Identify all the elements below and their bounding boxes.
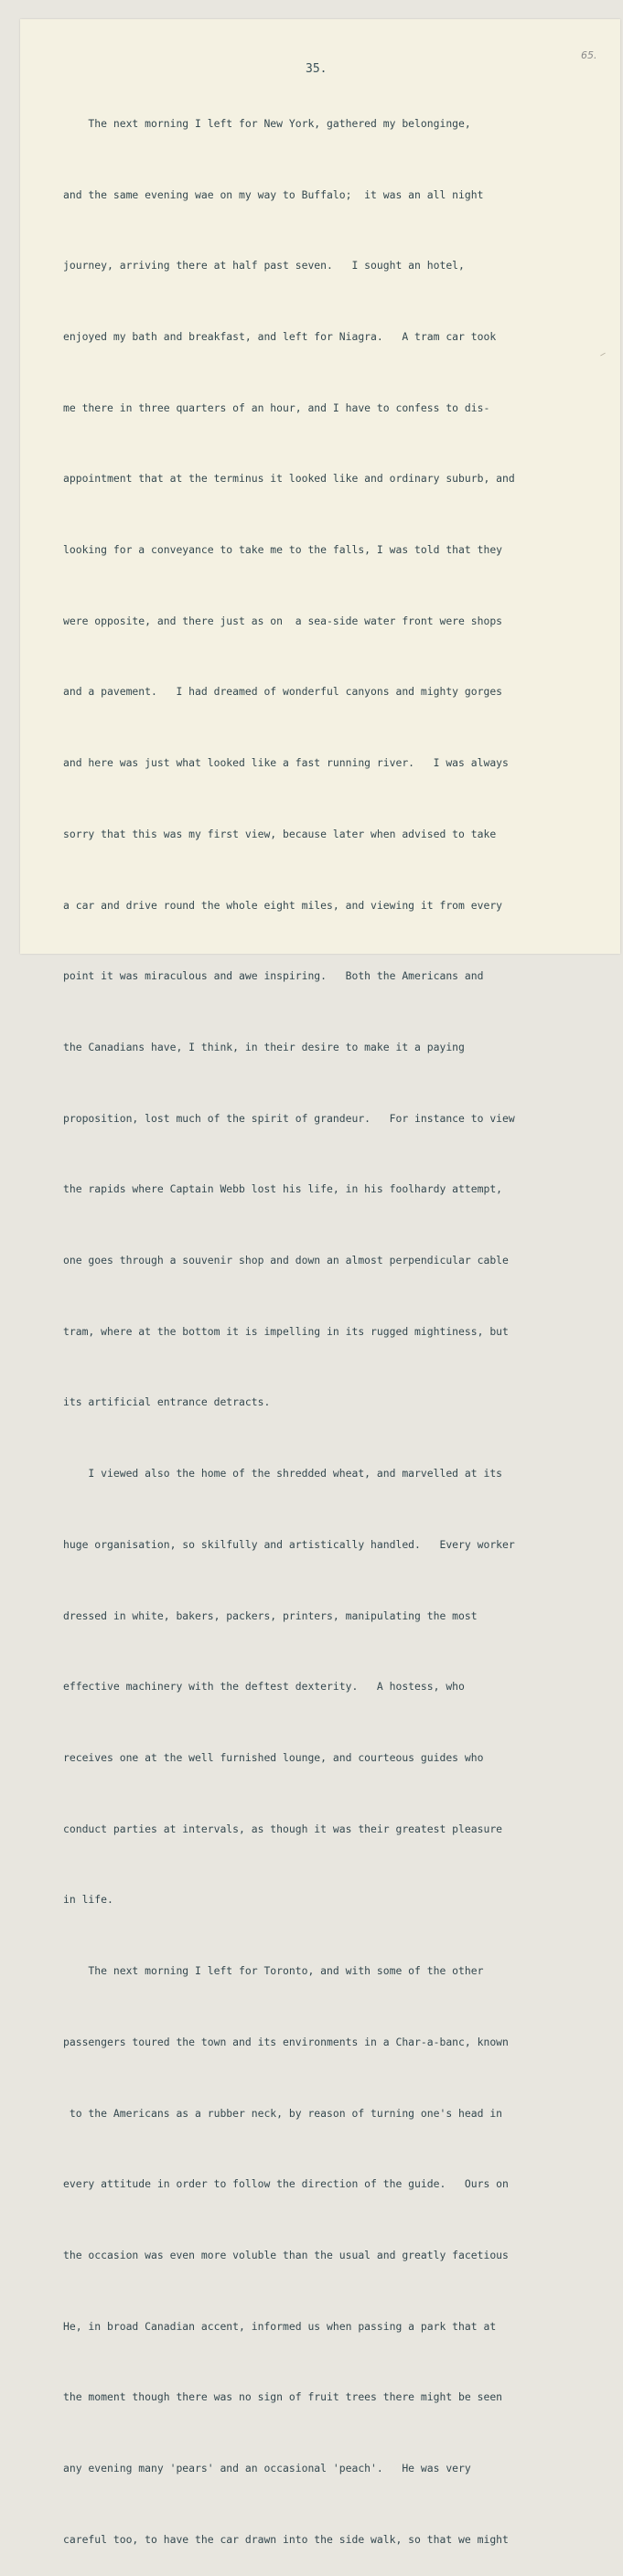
- text-line: The next morning I left for Toronto, and with some of the other: [63, 1964, 484, 1978]
- text-line: looking for a conveyance to take me to the falls, I was told that they: [63, 543, 503, 557]
- text-line: point it was miraculous and awe inspiring. Both the Americans and: [63, 969, 484, 983]
- text-line: enjoyed my bath and breakfast, and left for Niagra. A tram car took: [63, 329, 497, 343]
- text-line: I viewed also the home of the shredded wheat, and marvelled at its: [63, 1467, 503, 1480]
- text-line: in life.: [63, 1893, 113, 1907]
- text-line: sorry that this was my first view, because later when advised to take: [63, 827, 497, 840]
- text-line: one goes through a souvenir shop and down an almost perpendicular cable: [63, 1254, 509, 1267]
- text-line: the moment though there was no sign of fruit trees there might be seen: [63, 2390, 503, 2404]
- text-line: every attitude in order to follow the direction of the guide. Ours on: [63, 2177, 509, 2191]
- text-line: The next morning I left for New York, gathered my belonginge,: [63, 116, 471, 130]
- text-line: tram, where at the bottom it is impelling in its rugged mightiness, but: [63, 1324, 509, 1338]
- typed-body-text: [63, 65, 594, 2576]
- text-line: conduct parties at intervals, as though it was their greatest pleasure: [63, 1822, 503, 1835]
- text-line: were opposite, and there just as on a sea-side water front were shops: [63, 614, 503, 627]
- text-line: dressed in white, bakers, packers, printers, manipulating the most: [63, 1609, 478, 1622]
- text-line: careful too, to have the car drawn into the side walk, so that we might: [63, 2532, 509, 2546]
- text-line: and a pavement. I had dreamed of wonderful canyons and mighty gorges: [63, 685, 503, 699]
- page-number: 35.: [306, 62, 328, 76]
- text-line: He, in broad Canadian accent, informed us when passing a park that at: [63, 2319, 497, 2333]
- text-line: the Canadians have, I think, in their desire to make it a paying: [63, 1040, 465, 1053]
- text-line: appointment that at the terminus it looked like and ordinary suburb, and: [63, 472, 515, 486]
- text-line: its artificial entrance detracts.: [63, 1395, 271, 1409]
- text-line: any evening many 'pears' and an occasional 'peach'. He was very: [63, 2462, 471, 2475]
- text-line: effective machinery with the deftest dexterity. A hostess, who: [63, 1680, 465, 1694]
- text-line: a car and drive round the whole eight miles, and viewing it from every: [63, 898, 503, 912]
- text-line: receives one at the well furnished lounge, and courteous guides who: [63, 1750, 484, 1764]
- text-line: to the Americans as a rubber neck, by reason of turning one's head in: [63, 2106, 503, 2120]
- text-line: the occasion was even more voluble than the usual and greatly facetious: [63, 2248, 509, 2261]
- text-line: the rapids where Captain Webb lost his life, in his foolhardy attempt,: [63, 1182, 503, 1196]
- text-line: passengers toured the town and its environments in a Char-a-banc, known: [63, 2035, 509, 2048]
- text-line: huge organisation, so skilfully and artistically handled. Every worker: [63, 1537, 515, 1551]
- archive-page-number: 65.: [581, 49, 597, 61]
- text-line: and the same evening wae on my way to Buffalo; it was an all night: [63, 187, 484, 201]
- text-line: journey, arriving there at half past seven. I sought an hotel,: [63, 259, 465, 273]
- text-line: me there in three quarters of an hour, and I have to confess to dis-: [63, 401, 490, 414]
- text-line: and here was just what looked like a fast running river. I was always: [63, 756, 509, 770]
- text-line: proposition, lost much of the spirit of grandeur. For instance to view: [63, 1111, 515, 1125]
- margin-mark: [600, 353, 606, 357]
